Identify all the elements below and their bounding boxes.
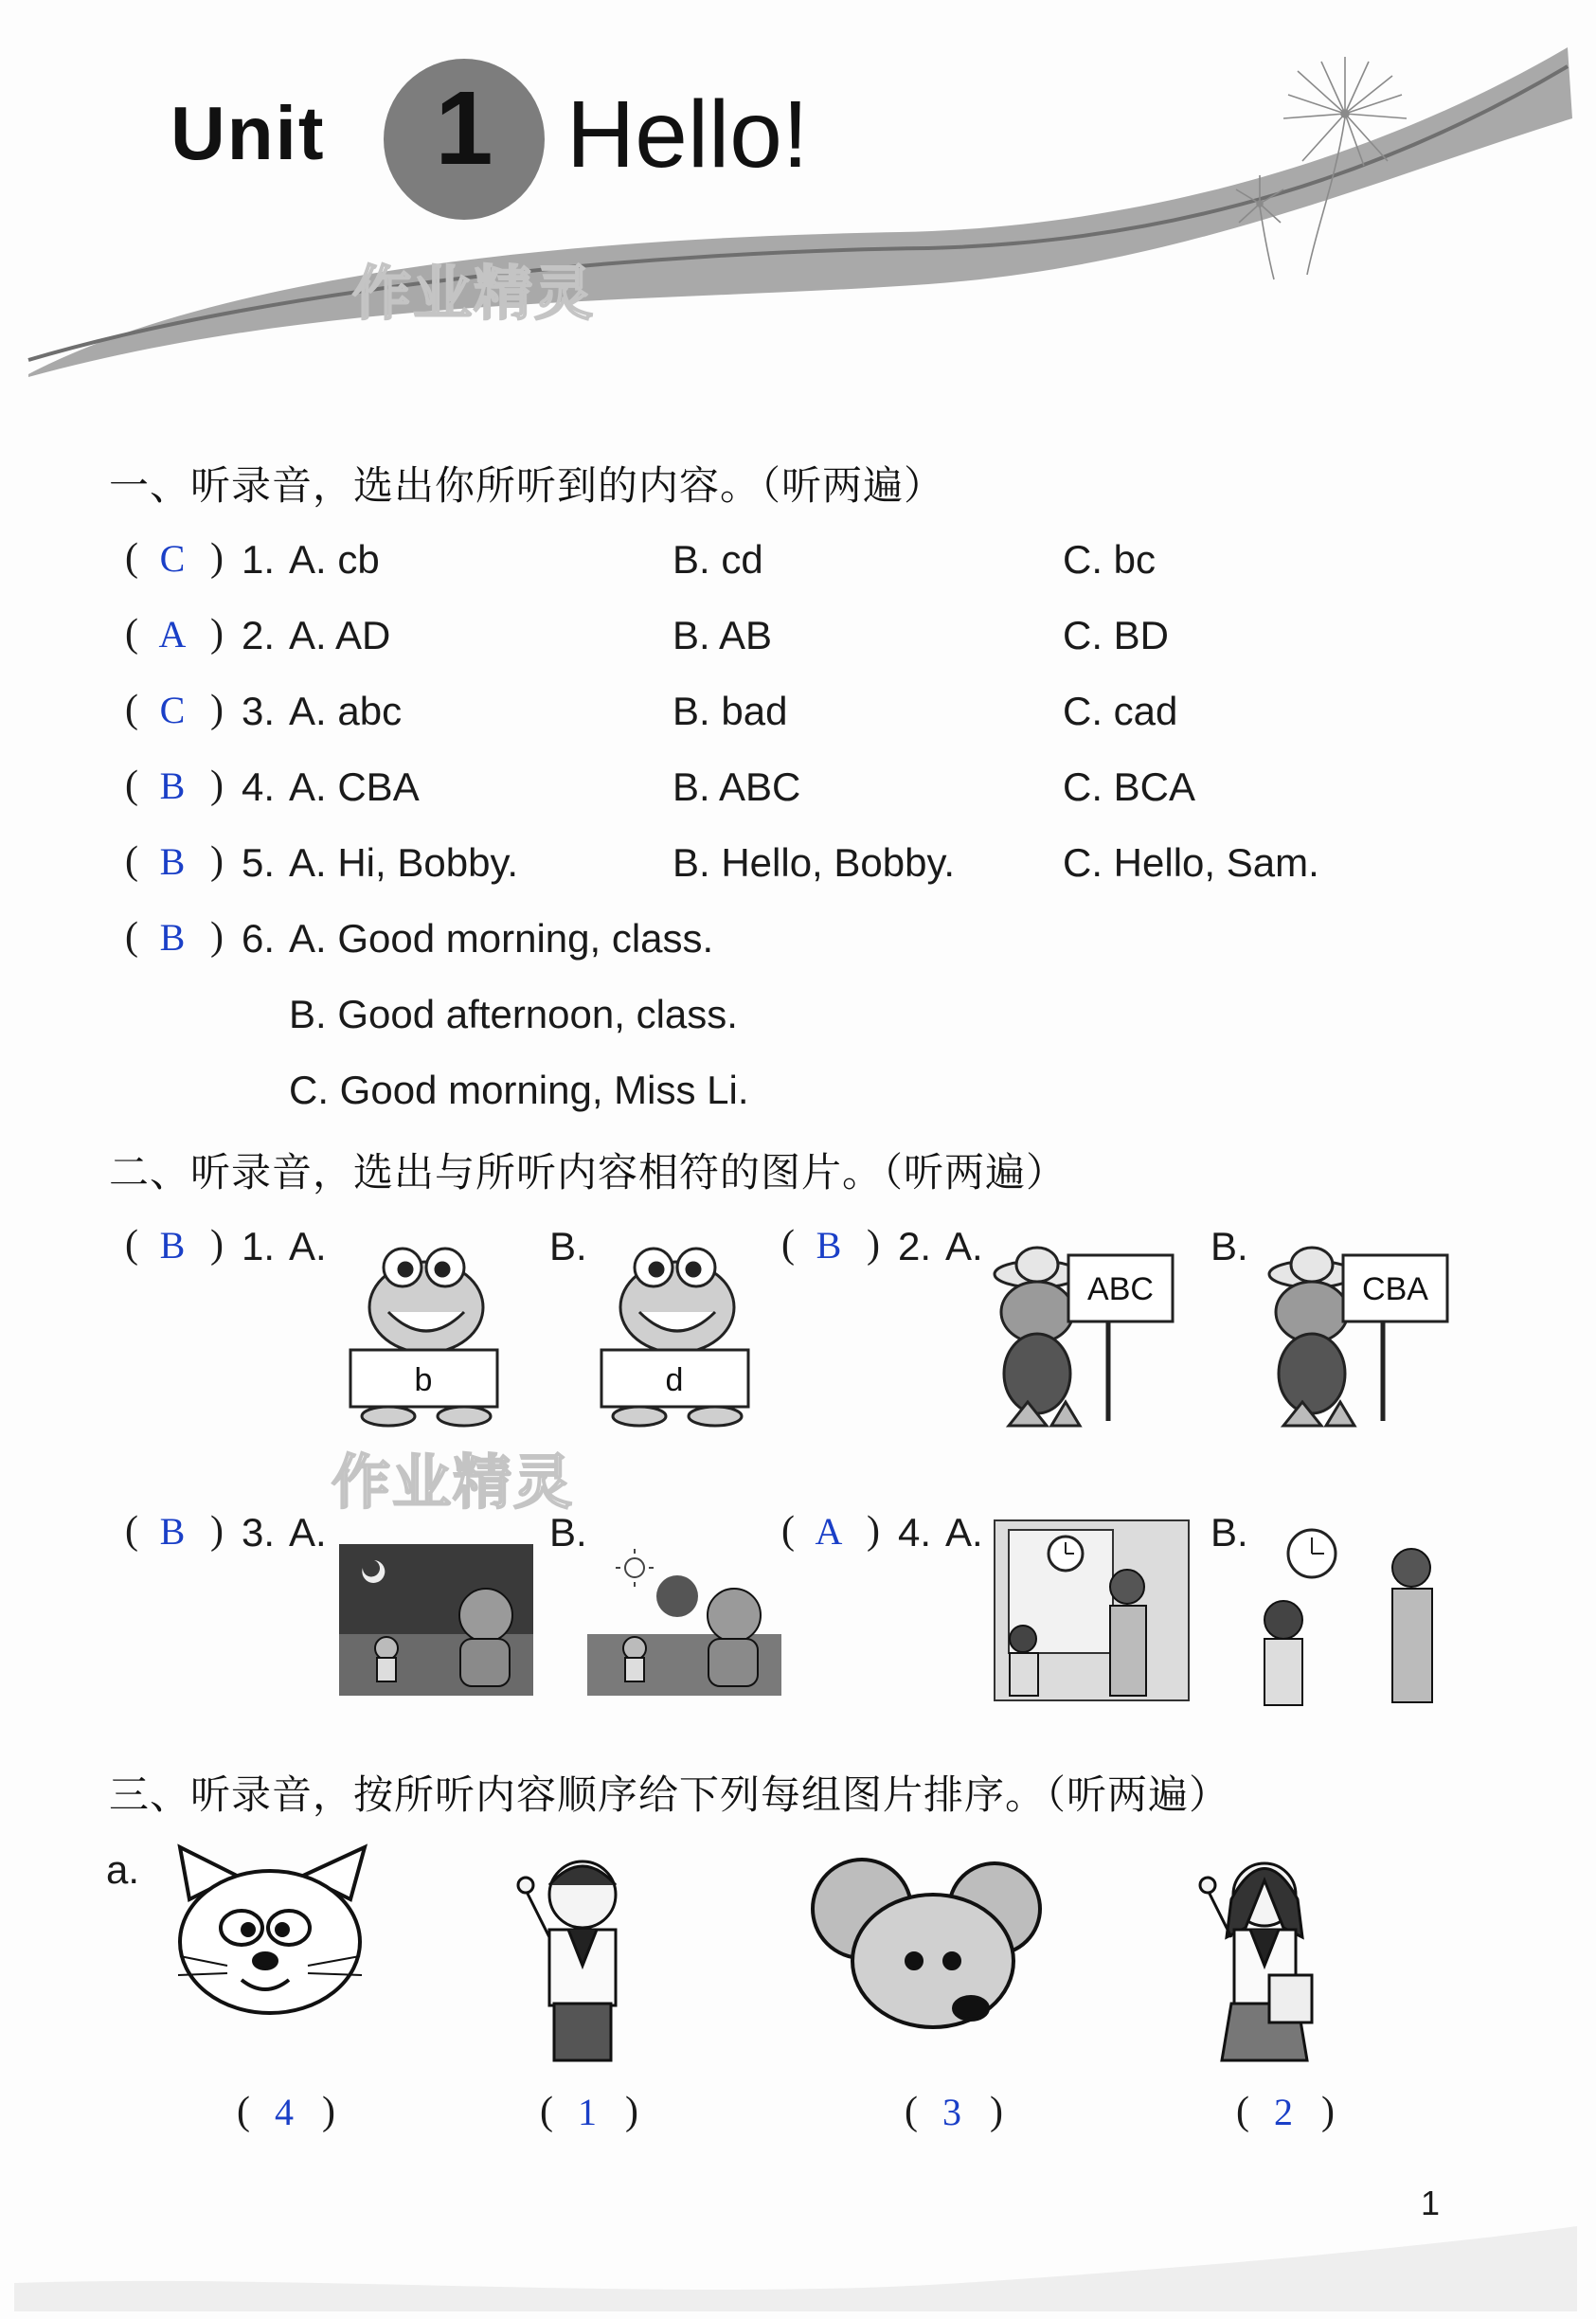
question-number: 3. bbox=[242, 1510, 276, 1555]
watermark: 作业精灵 bbox=[332, 1447, 575, 1517]
answer-paren-open: ( bbox=[125, 1223, 138, 1267]
question-number: 1. bbox=[242, 537, 276, 582]
answer-paren-open: ( bbox=[237, 2090, 250, 2133]
mouse-face-illustration bbox=[810, 1857, 1047, 2046]
option-c: C. bc bbox=[1063, 537, 1157, 582]
answer-paren-close: ) bbox=[867, 1223, 880, 1267]
option-b-label: B. bbox=[1210, 1510, 1248, 1555]
option-c: C. Good morning, Miss Li. bbox=[289, 1068, 749, 1112]
order-answer: 2 bbox=[1274, 2091, 1293, 2133]
watermark: 作业精灵 bbox=[352, 259, 596, 328]
answer-paren-open: ( bbox=[125, 1509, 138, 1553]
option-b-label: B. bbox=[549, 1224, 587, 1268]
section3-title: 三、听录音，按所听内容顺序给下列每组图片排序。（听两遍） bbox=[109, 1771, 1230, 1818]
option-b: B. bad bbox=[672, 689, 788, 733]
boy-waving-illustration bbox=[511, 1852, 644, 2070]
answer-paren-close: ) bbox=[210, 1223, 224, 1267]
question-number: 4. bbox=[898, 1510, 932, 1555]
unit-label: Unit bbox=[170, 91, 326, 175]
option-b: B. AB bbox=[672, 613, 773, 657]
option-a-label: A. bbox=[945, 1510, 983, 1555]
answer-mark: B bbox=[159, 840, 186, 883]
option-a-label: A. bbox=[945, 1224, 983, 1268]
sign-letter: d bbox=[665, 1362, 684, 1398]
answer-paren-close: ) bbox=[1321, 2090, 1335, 2133]
night-scene-cat-mouse-illustration bbox=[339, 1544, 533, 1696]
answer-mark: B bbox=[159, 1510, 186, 1553]
answer-paren-open: ( bbox=[781, 1509, 795, 1553]
option-a: A. AD bbox=[289, 613, 391, 657]
answer-paren-open: ( bbox=[125, 612, 138, 656]
option-a: A. cb bbox=[289, 537, 380, 582]
answer-paren-close: ) bbox=[210, 688, 224, 731]
frog-holding-sign-illustration bbox=[597, 1241, 758, 1430]
section2-title: 二、听录音，选出与所听内容相符的图片。（听两遍） bbox=[109, 1149, 1067, 1195]
section1-title: 一、听录音，选出你所听到的内容。（听两遍） bbox=[109, 462, 945, 509]
answer-paren-open: ( bbox=[125, 915, 138, 959]
option-b-label: B. bbox=[549, 1510, 587, 1555]
option-c: C. BCA bbox=[1063, 764, 1196, 809]
option-a: A. Good morning, class. bbox=[289, 916, 714, 961]
answer-paren-close: ) bbox=[990, 2090, 1003, 2133]
option-c: C. BD bbox=[1063, 613, 1170, 657]
answer-paren-open: ( bbox=[125, 688, 138, 731]
option-c: C. cad bbox=[1063, 689, 1178, 733]
option-b-label: B. bbox=[1210, 1224, 1248, 1268]
option-b: B. Hello, Bobby. bbox=[672, 840, 956, 885]
option-a: A. abc bbox=[289, 689, 403, 733]
option-b: B. cd bbox=[672, 537, 763, 582]
footer-decoration bbox=[14, 2188, 1587, 2311]
option-a-label: A. bbox=[289, 1510, 327, 1555]
question-number: 2. bbox=[242, 613, 276, 657]
answer-mark: B bbox=[816, 1224, 842, 1267]
order-answer: 3 bbox=[942, 2091, 961, 2133]
answer-paren-close: ) bbox=[210, 915, 224, 959]
dandelion-illustration bbox=[1222, 38, 1468, 284]
option-a: A. CBA bbox=[289, 764, 420, 809]
answer-mark: A bbox=[158, 613, 187, 656]
sign-letters: ABC bbox=[1087, 1271, 1154, 1307]
day-scene-cat-mouse-illustration bbox=[587, 1544, 781, 1696]
answer-mark: C bbox=[159, 689, 186, 731]
cat-face-illustration bbox=[161, 1843, 379, 2032]
answer-mark: A bbox=[815, 1510, 843, 1553]
question-number: 6. bbox=[242, 916, 276, 961]
answer-paren-close: ) bbox=[322, 2090, 335, 2133]
page-number: 1 bbox=[1421, 2184, 1441, 2222]
outdoor-teacher-boy-illustration bbox=[1250, 1520, 1468, 1710]
answer-mark: B bbox=[159, 916, 186, 959]
answer-paren-open: ( bbox=[125, 839, 138, 883]
answer-mark: C bbox=[159, 537, 186, 580]
answer-paren-close: ) bbox=[867, 1509, 880, 1553]
question-number: 5. bbox=[242, 840, 276, 885]
question-number: 2. bbox=[898, 1224, 932, 1268]
question-number: 3. bbox=[242, 689, 276, 733]
question-number: 1. bbox=[242, 1224, 276, 1268]
answer-paren-open: ( bbox=[1236, 2090, 1249, 2133]
answer-paren-open: ( bbox=[781, 1223, 795, 1267]
order-answer: 1 bbox=[578, 2091, 597, 2133]
dog-holding-sign-illustration bbox=[985, 1241, 1175, 1430]
sign-letter: b bbox=[414, 1362, 433, 1398]
option-b: B. Good afternoon, class. bbox=[289, 992, 738, 1036]
unit-number: 1 bbox=[435, 70, 493, 187]
option-a-label: A. bbox=[289, 1224, 327, 1268]
answer-mark: B bbox=[159, 1224, 186, 1267]
answer-paren-close: ) bbox=[210, 536, 224, 580]
answer-paren-close: ) bbox=[625, 2090, 638, 2133]
classroom-teacher-boy-illustration bbox=[995, 1520, 1189, 1700]
sign-letters: CBA bbox=[1362, 1271, 1428, 1307]
dog-holding-sign-illustration bbox=[1260, 1241, 1449, 1430]
option-a: A. Hi, Bobby. bbox=[289, 840, 518, 885]
answer-paren-open: ( bbox=[905, 2090, 918, 2133]
answer-paren-open: ( bbox=[125, 764, 138, 807]
group-label: a. bbox=[106, 1847, 140, 1892]
answer-paren-open: ( bbox=[125, 536, 138, 580]
answer-paren-close: ) bbox=[210, 839, 224, 883]
option-b: B. ABC bbox=[672, 764, 801, 809]
girl-waving-illustration bbox=[1189, 1852, 1331, 2070]
question-number: 4. bbox=[242, 764, 276, 809]
order-answer: 4 bbox=[275, 2091, 294, 2133]
answer-mark: B bbox=[159, 764, 186, 807]
answer-paren-close: ) bbox=[210, 1509, 224, 1553]
answer-paren-open: ( bbox=[540, 2090, 553, 2133]
frog-holding-sign-illustration bbox=[346, 1241, 507, 1430]
answer-paren-close: ) bbox=[210, 764, 224, 807]
answer-paren-close: ) bbox=[210, 612, 224, 656]
unit-header bbox=[0, 0, 1596, 398]
option-c: C. Hello, Sam. bbox=[1063, 840, 1319, 885]
unit-title: Hello! bbox=[566, 81, 809, 188]
